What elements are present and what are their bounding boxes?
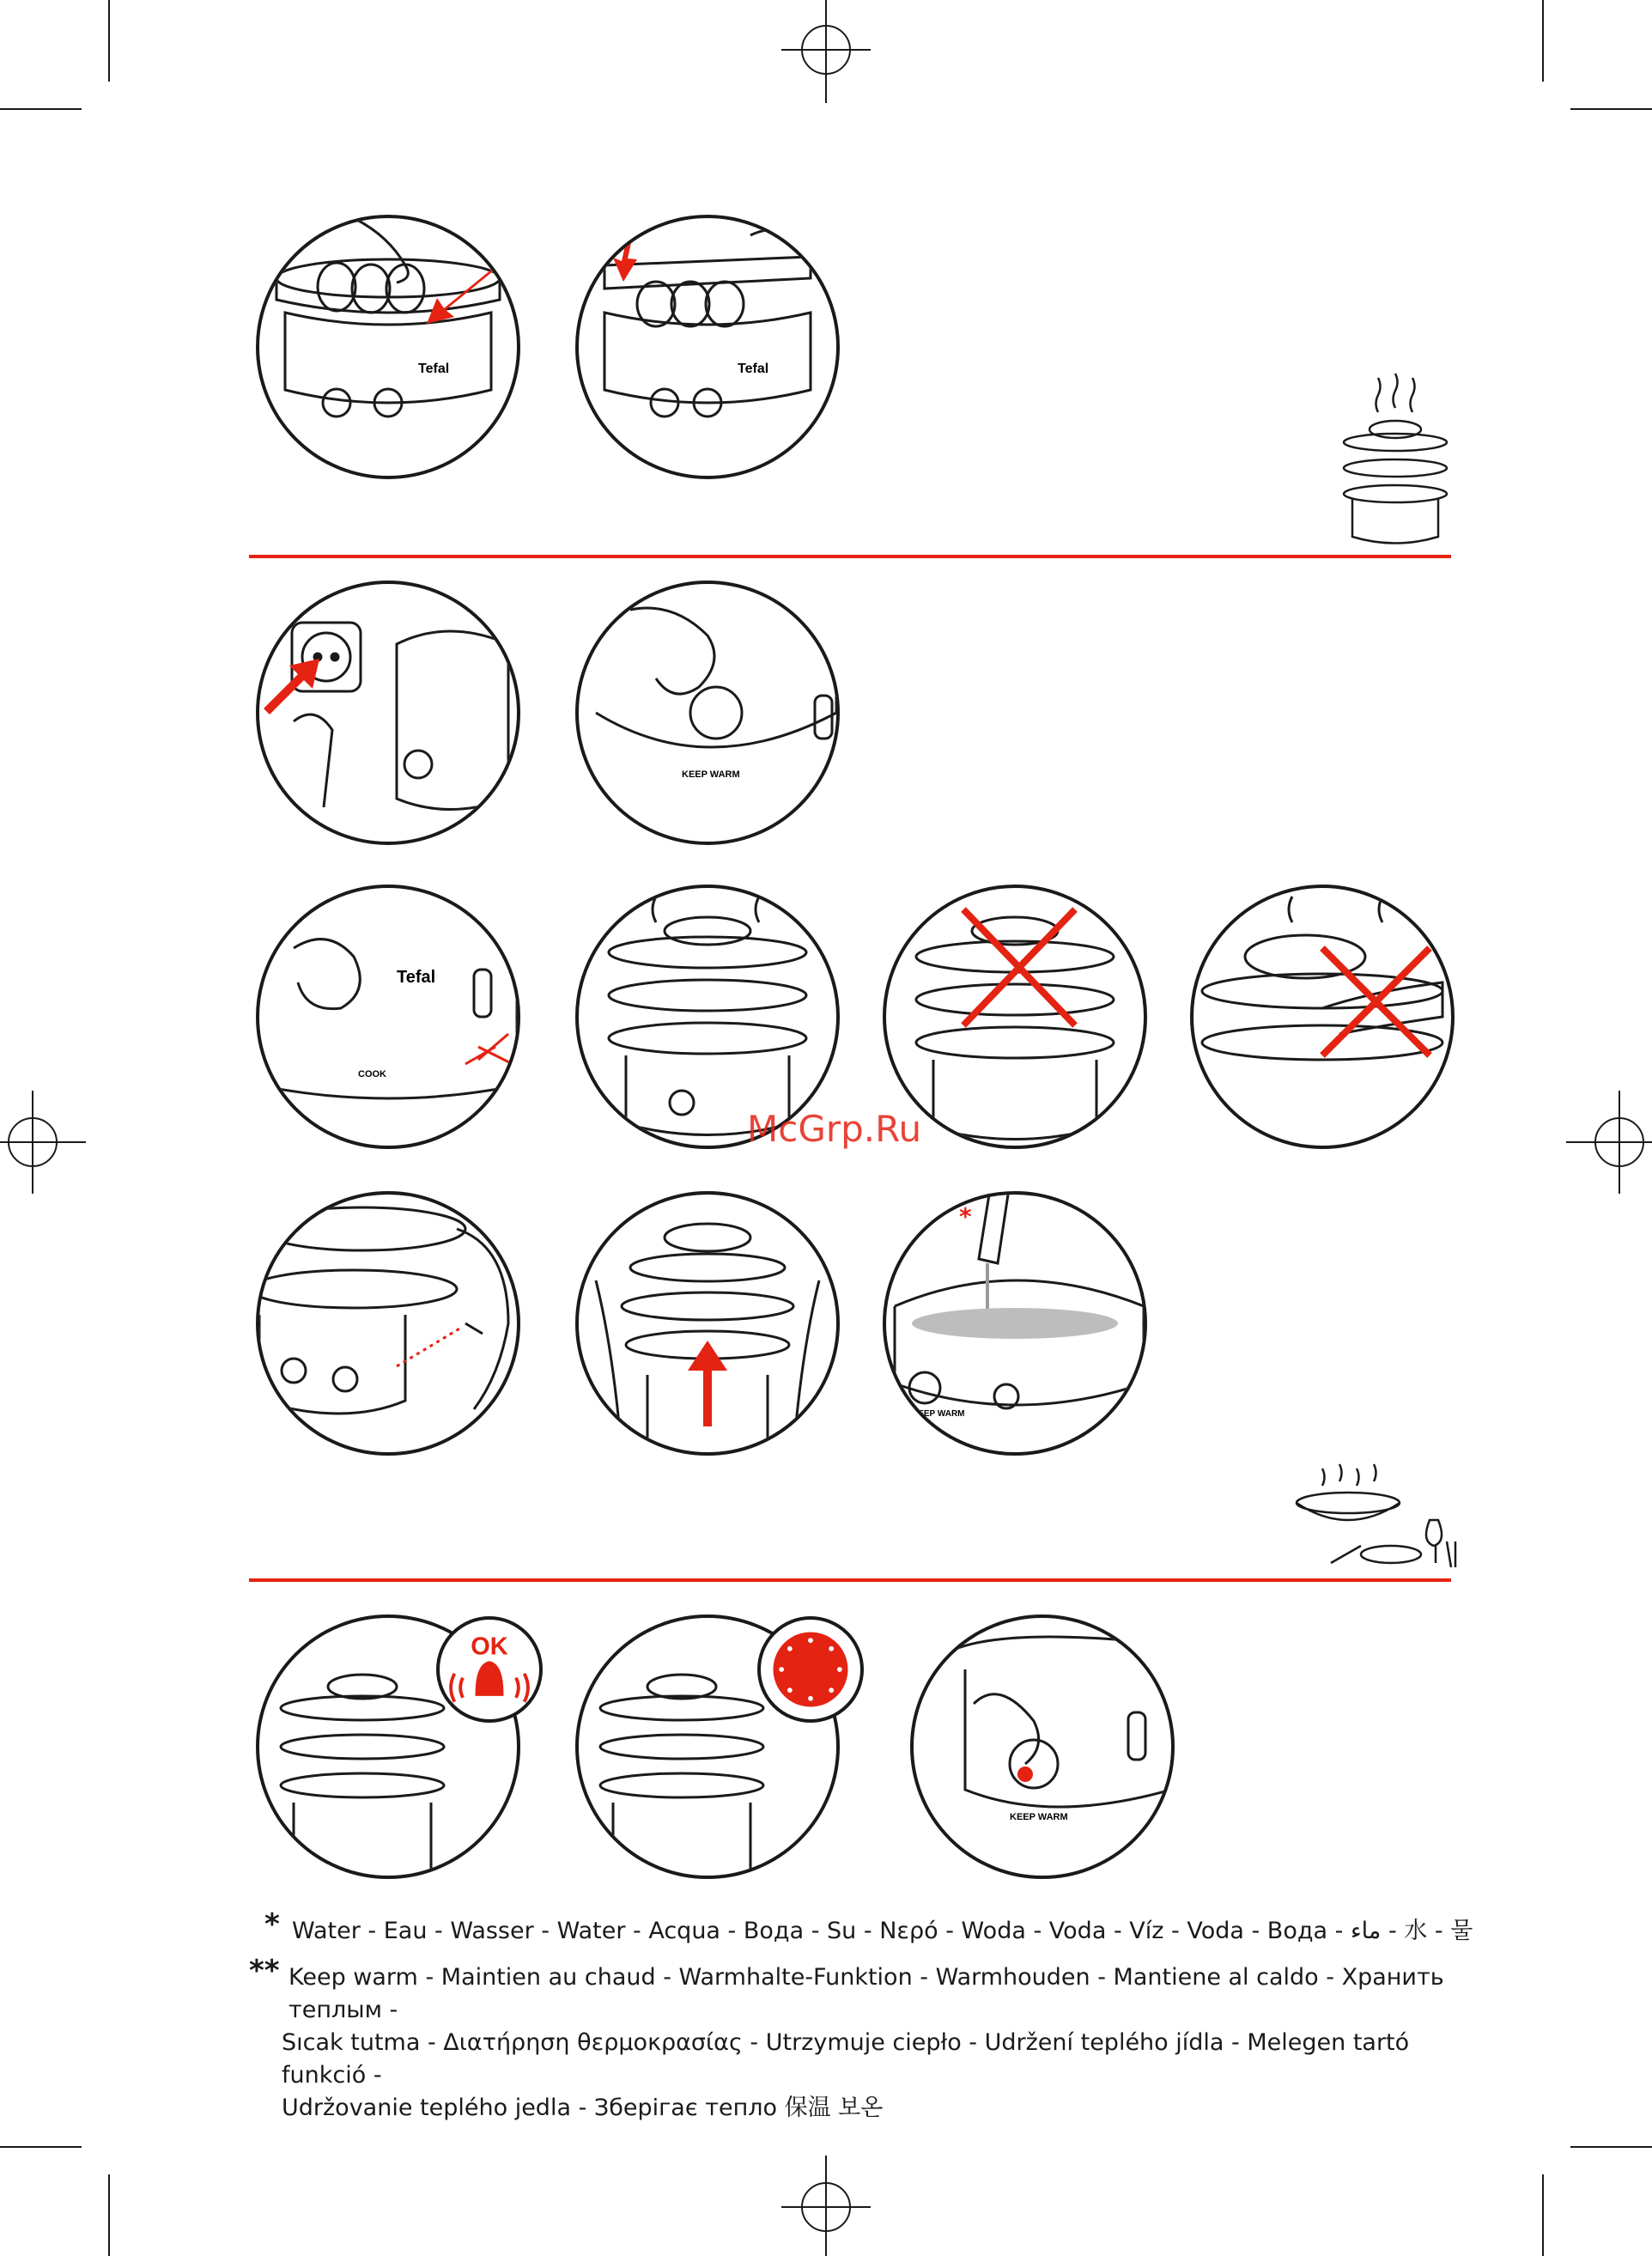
bell-ok-badge (436, 1616, 543, 1723)
water-translations: Water - Eau - Wasser - Water - Acqua - Вода - Su - Νερό - Woda - Voda - Víz - Voda - Вода - ماء - 水 - 물 (292, 1918, 1473, 1944)
brand-logo: Tefal (397, 968, 436, 987)
water-footnote-marker: * (264, 1907, 280, 1942)
ok-label: OK (471, 1633, 508, 1661)
keep-warm-line-1: Keep warm - Maintien au chaud - Warmhalte-Funktion - Warmhouden - Mantiene al caldo - Хранить теплым - (288, 1964, 1444, 2023)
steamer-stack-icon (1339, 369, 1451, 550)
figure-check-water-level (256, 1191, 520, 1456)
footnote-water (264, 1907, 1485, 1948)
served-dish-icon (1288, 1460, 1460, 1572)
water-marker: * (959, 1202, 972, 1231)
figure-place-eggs (256, 215, 520, 479)
light-indicator-badge (757, 1616, 864, 1723)
figure-add-water (883, 1191, 1147, 1456)
figure-do-not-remove-lid (883, 885, 1147, 1149)
dial-label: KEEP WARM (1010, 1812, 1068, 1822)
figure-keep-warm-dial (910, 1614, 1175, 1879)
footnote-keep-warm (249, 1954, 1468, 2125)
keep-warm-line-2: Sıcak tutma - Διατήρηση θερμοκρασίας - Utrzymuje ciepło - Udržení teplého jídla - Melegen tartó funkció - (282, 2029, 1410, 2089)
dial-label: COOK (358, 1069, 386, 1079)
section-divider-2 (249, 1578, 1451, 1582)
figure-cook-light (256, 885, 520, 1149)
section-divider-1 (249, 555, 1451, 558)
watermark: McGrp.Ru (747, 1108, 922, 1150)
figure-turn-dial (575, 581, 840, 845)
figure-place-lid (575, 215, 840, 479)
brand-logo: Tefal (418, 362, 450, 376)
keep-warm-line-3: Udržovanie teplého jedla - Зберігає тепло 保温 보온 (282, 2095, 884, 2121)
figure-do-not-touch (1190, 885, 1455, 1149)
dial-label: KEEP WARM (682, 769, 740, 780)
keep-warm-footnote-marker: ** (249, 1954, 280, 1988)
figure-plug-in (256, 581, 520, 845)
figure-lift-baskets (575, 1191, 840, 1456)
dial-label: KEEP WARM (912, 1409, 965, 1419)
brand-logo: Tefal (738, 362, 769, 376)
